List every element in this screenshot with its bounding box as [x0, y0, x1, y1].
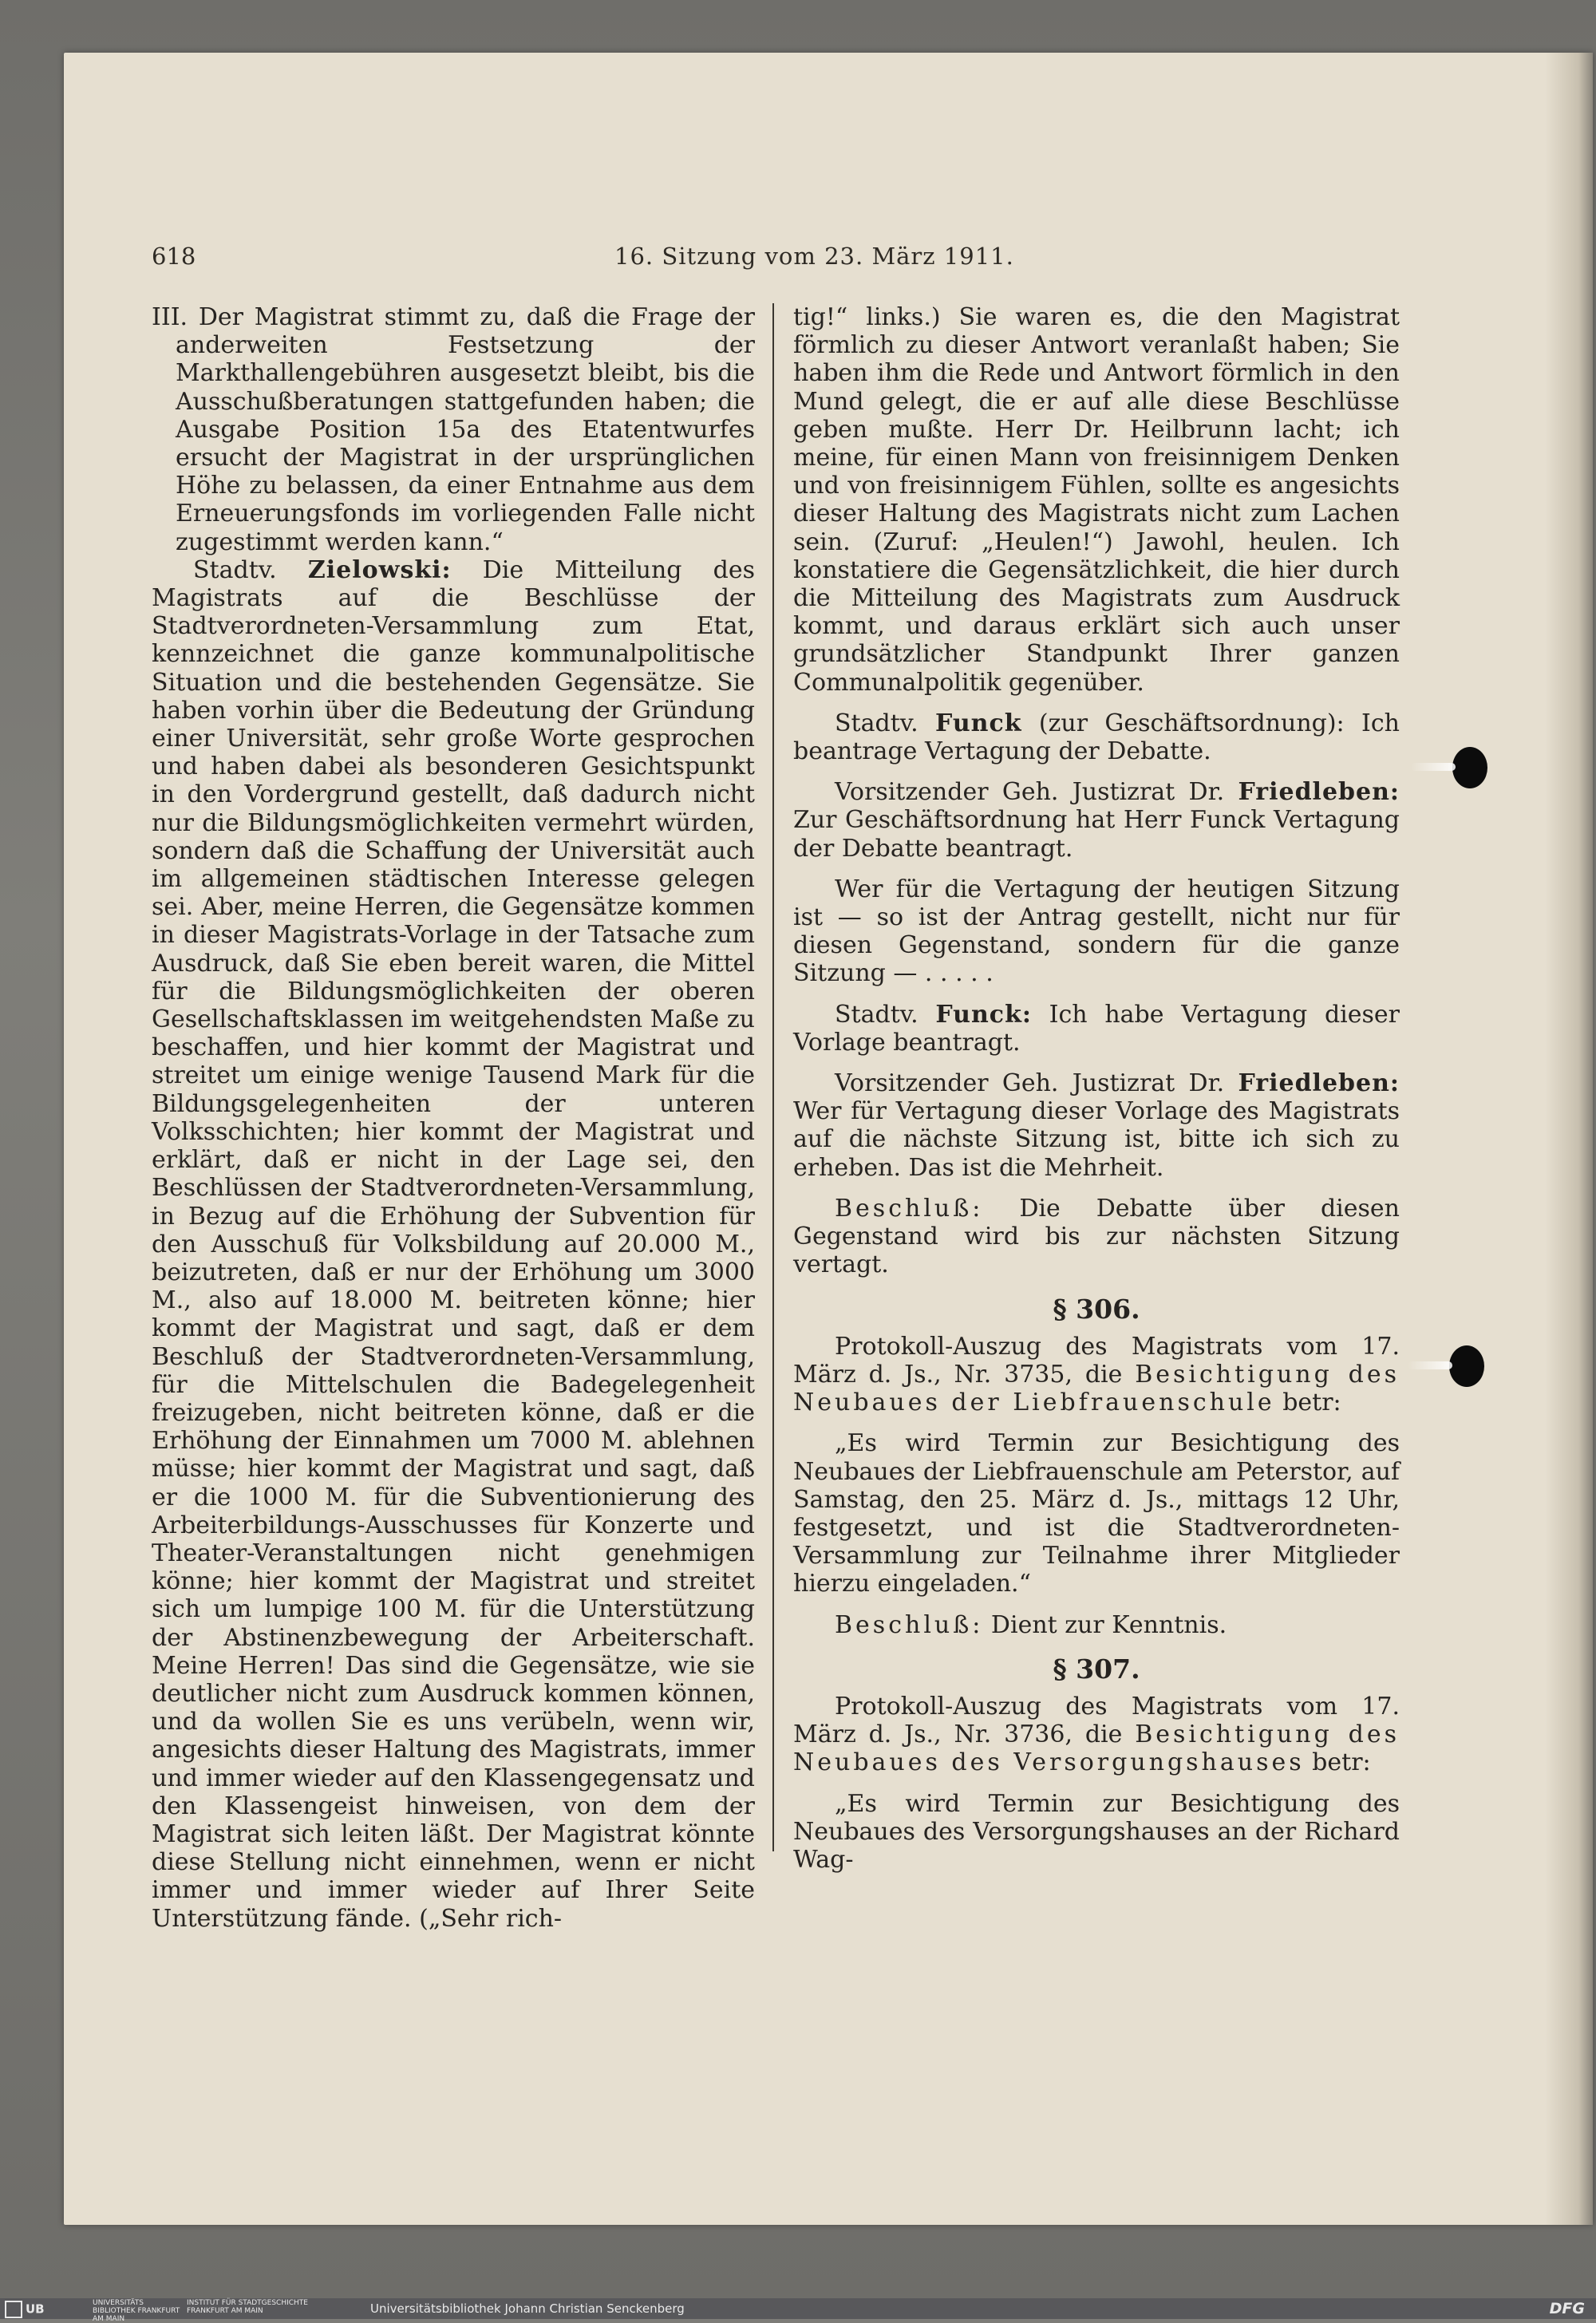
speech-friedleben-1: [793, 778, 1400, 863]
speech-funck-2: [793, 1001, 1400, 1057]
dfg-logo[interactable]: DFG: [1549, 2300, 1585, 2317]
ub-logo-icon: [5, 2301, 22, 2318]
speaker-name: Friedleben:: [1238, 778, 1400, 807]
page-edge-shadow: [1545, 53, 1593, 2225]
resolution-text: Die Debatte über diesen Gegenstand wird bis zur nächsten Sitzung vertagt.: [793, 1194, 1400, 1279]
protocol-suffix: betr:: [1304, 1748, 1371, 1777]
speaker-title: Stadtv.: [193, 555, 308, 584]
speech-text: Ich habe Vertagung dieser Vorlage beantragt.: [793, 1000, 1400, 1057]
resolution-label: Beschluß:: [835, 1194, 984, 1223]
speech-friedleben-2: [793, 1069, 1400, 1182]
magistrat-point-iii: III. Der Magistrat stimmt zu, daß die Frage der anderweiten Festsetzung der Markthallengebühren ausgesetzt bleibt, bis die Ausschußberatungen stattgefunden haben; die Ausgabe Position 15a des Etatentwurfes ersucht der Magistrat in der ursprünglichen Höhe zu belassen, da einer Entnahme aus dem Erneuerungsfonds im vorliegenden Falle nicht zugestimmt werden kann.“: [152, 303, 755, 556]
speaker-title: Stadtv.: [835, 709, 936, 737]
resolution-adjourn: [793, 1195, 1400, 1279]
protocol-intro: Protokoll-Auszug des Magistrats vom 17. März d. Js., Nr. 3735, die: [793, 1332, 1400, 1389]
protocol-subject: Besichtigung des Neubaues des Versorgungshauses: [793, 1721, 1400, 1777]
quote-307: „Es wird Termin zur Besichtigung des Neubaues des Versorgungshauses an der Richard Wag-: [793, 1789, 1400, 1874]
resolution-306: [793, 1611, 1400, 1639]
speech-text: Die Mitteilung des Magistrats auf die Beschlüsse der Stadtverordneten-Versammlung zum Etat, kennzeichnet die ganze kommunalpolitische Situation und die bestehenden Gegensätze. Sie haben vorhin über die Bedeutung der Gründung einer Universität, sehr große Worte gesprochen und haben dabei als besonderen Gesichtspunkt in den Vordergrund gestellt, daß dadurch nicht nur die Bildungsmöglichkeiten vermehrt würden, sondern daß die Schaffung der Universität auch im allgemeinen städtischen Interesse gelegen sei. Aber, meine Herren, die Gegensätze kommen in dieser Magistrats-Vorlage in der Tatsache zum Ausdruck, daß Sie eben bereit waren, die Mittel für die Bildungsmöglichkeiten der oberen Gesellschaftsklassen im weitgehendsten Maße zu beschaffen, und hier kommt der Magistrat und streitet um einige wenige Tausend Mark für die Bildungsgelegenheiten der unteren Volksschichten; hier kommt der Magistrat und erklärt, daß er nicht in der Lage sei, den Beschlüssen der Stadtverordneten-Versammlung, in Bezug auf die Erhöhung der Subvention für den Ausschuß für Volksbildung auf 20.000 M., beizutreten, daß er nur der Erhöhung um 3000 M., also auf 18.000 M. beitreten könne; hier kommt der Magistrat und sagt, daß er dem Beschluß der Stadtverordneten-Versammlung, für die Mittelschulen die Badegelegenheit freizugeben, nicht beitreten könne, daß er die Erhöhung der Einnahmen um 7000 M. ablehnen müsse; hier kommt der Magistrat und sagt, daß er die 1000 M. für die Subventionierung des Arbeiterbildungs-Ausschusses für Konzerte und Theater-Veranstaltungen nicht genehmigen könne; hier kommt der Magistrat und streitet sich um lumpige 100 M. für die Unterstützung der Abstinenzbewegung der Arbeiterschaft. Meine Herren! Das sind die Gegensätze, wie sie deutlicher nicht zum Ausdruck kommen können, und da wollen Sie es uns verübeln, wenn wir, angesichts dieser Haltung des Magistrats, immer und immer wieder auf den Klassengegensatz und den Klassengeist hinweisen, von dem der Magistrat sich leiten läßt. Der Magistrat könnte diese Stellung nicht einnehmen, wenn er nicht immer und immer wieder auf Ihrer Seite Unterstützung fände. („Sehr rich-: [152, 555, 755, 1933]
speech-text: Zur Geschäftsordnung hat Herr Funck Vertagung der Debatte beantragt.: [793, 806, 1400, 863]
speaker-name: Zielowski:: [307, 555, 452, 584]
vote-question: Wer für die Vertagung der heutigen Sitzung ist — so ist der Antrag gestellt, nicht nur für diesen Gegenstand, sondern für die ganze Sitzung — . . . . .: [793, 875, 1400, 988]
speaker-name: Funck: [935, 709, 1022, 737]
speech-zielowski: [152, 556, 755, 1933]
protocol-excerpt-307: [793, 1693, 1400, 1777]
ub-logo-text: UB: [26, 2301, 45, 2317]
speaker-name: Funck:: [935, 1000, 1032, 1029]
speaker-title: Vorsitzender Geh. Justizrat Dr.: [835, 778, 1238, 807]
quote-306: „Es wird Termin zur Besichtigung des Neubaues der Liebfrauenschule am Peterstor, auf Samstag, den 25. März d. Js., mittags 12 Uhr, festgesetzt, und ist die Stadtverordneten-Versammlung zur Teilnahme ihrer Mitglieder hierzu eingeladen.“: [793, 1429, 1400, 1598]
speech-text: (zur Geschäftsordnung): Ich beantrage Vertagung der Debatte.: [793, 709, 1400, 766]
ub-logo-caption: UNIVERSITÄTS BIBLIOTHEK FRANKFURT AM MAIN: [93, 2299, 180, 2323]
page-number: 618: [152, 243, 196, 270]
protocol-intro: Protokoll-Auszug des Magistrats vom 17. März d. Js., Nr. 3736, die: [793, 1692, 1400, 1749]
resolution-label: Beschluß:: [835, 1610, 984, 1639]
protocol-subject: Besichtigung des Neubaues der Liebfrauenschule: [793, 1360, 1400, 1417]
speaker-title: Vorsitzender Geh. Justizrat Dr.: [835, 1069, 1238, 1098]
ub-logo[interactable]: [5, 2301, 45, 2318]
viewer-footer-bar: [0, 2298, 1596, 2323]
punch-hole-bottom: [1449, 1345, 1484, 1387]
right-column: [793, 303, 1400, 1899]
left-column: [152, 303, 755, 1933]
library-credit: Universitätsbibliothek Johann Christian Senckenberg: [370, 2301, 685, 2316]
protocol-suffix: betr:: [1274, 1389, 1341, 1417]
speaker-name: Friedleben:: [1238, 1069, 1400, 1098]
isg-logo[interactable]: INSTITUT FÜR STADTGESCHICHTE FRANKFURT AM MAIN: [187, 2299, 308, 2315]
resolution-text: Dient zur Kenntnis.: [983, 1610, 1227, 1639]
speech-funck-1: [793, 709, 1400, 765]
speech-text: Wer für Vertagung dieser Vorlage des Magistrats auf die nächste Sitzung ist, bitte ich sich zu erheben. Das ist die Mehrheit.: [793, 1097, 1400, 1182]
column-divider: [772, 303, 774, 1851]
punch-hole-top: [1452, 747, 1487, 788]
section-heading-307: § 307.: [1053, 1653, 1140, 1685]
protocol-excerpt-306: [793, 1333, 1400, 1417]
section-heading-306: § 306.: [1053, 1293, 1140, 1325]
page-header: [152, 243, 1396, 278]
speaker-title: Stadtv.: [835, 1000, 936, 1029]
speech-continuation: tig!“ links.) Sie waren es, die den Magistrat förmlich zu dieser Antwort veranlaßt haben; Sie haben ihm die Rede und Antwort förmlich in den Mund gelegt, die er auf alle diese Beschlüsse geben mußte. Herr Dr. Heilbrunn lacht; ich meine, für einen Mann von freisinnigem Denken und von freisinnigem Fühlen, sollte es angesichts dieser Haltung des Magistrats nicht zum Lachen sein. (Zuruf: „Heulen!“) Jawohl, heulen. Ich konstatiere die Gegensätzlichkeit, die hier durch die Mitteilung des Magistrats zum Ausdruck kommt, und daraus erklärt sich auch unser grundsätzlicher Standpunkt Ihrer ganzen Communalpolitik gegenüber.: [793, 303, 1400, 697]
running-title: 16. Sitzung vom 23. März 1911.: [614, 243, 1014, 270]
